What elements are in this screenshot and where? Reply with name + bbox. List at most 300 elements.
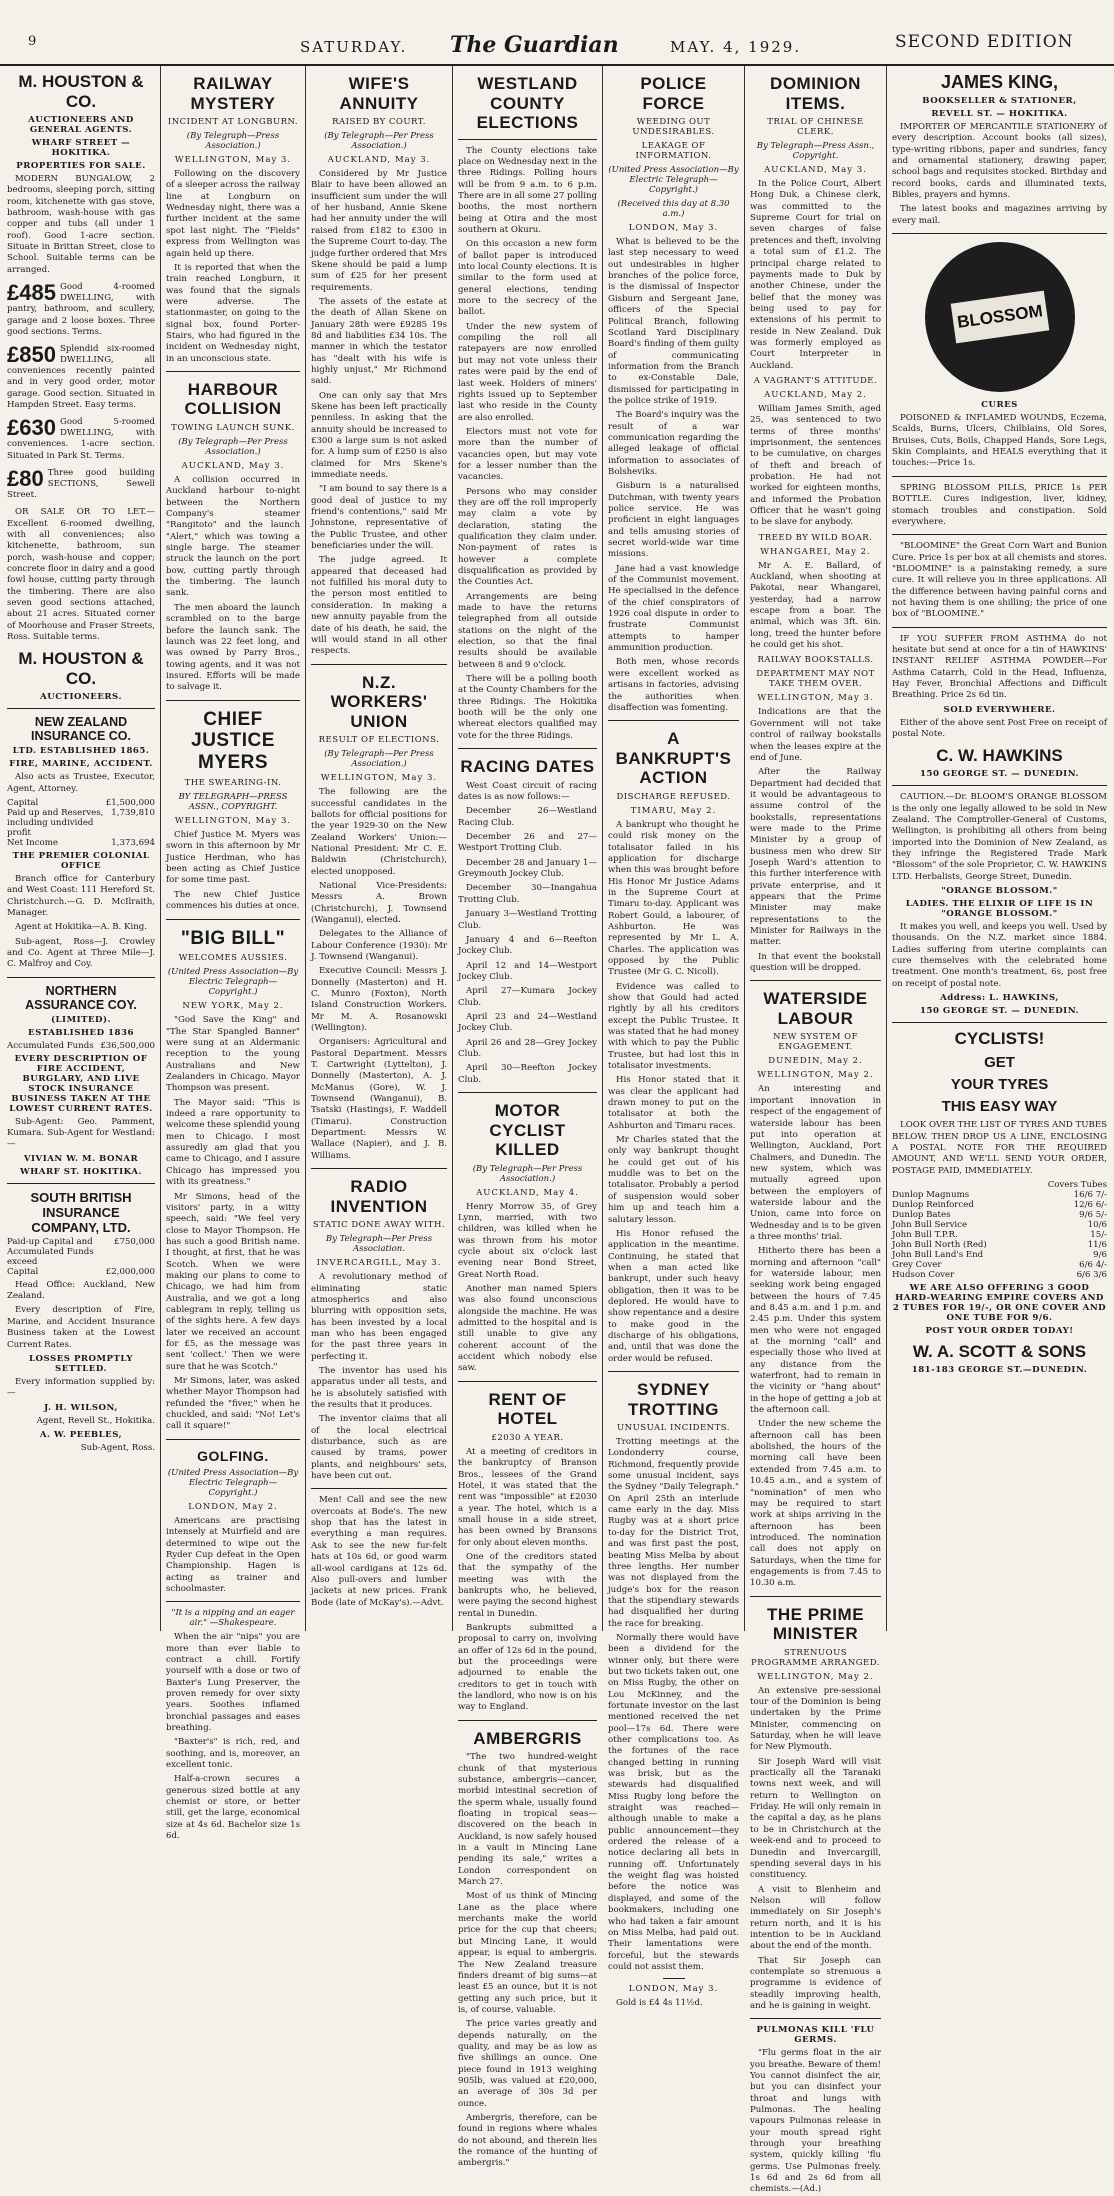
- tyre-row: [892, 1190, 1107, 1200]
- hawkins-address-2: Address: L. HAWKINS,: [940, 993, 1059, 1004]
- ambergris-headline: AMBERGRIS: [473, 1728, 582, 1748]
- racing-headline: RACING DATES: [460, 757, 595, 777]
- big-bill-telegraph: (United Press Association—By Electric Telegraph—Copyright.): [167, 967, 299, 998]
- sbi-losses: LOSSES PROMPTLY SETTLED.: [28, 1353, 134, 1374]
- harbour-headline: HARBOUR COLLISION: [184, 379, 282, 419]
- tyre-row: [892, 1220, 1107, 1230]
- tyre-cover-price: 15/-: [1090, 1229, 1107, 1240]
- tyre-row: [892, 1210, 1107, 1220]
- houston-role: AUCTIONEERS.: [40, 692, 122, 703]
- blossom-cures: CURES: [981, 400, 1018, 411]
- county-elections-paragraph: Persons who may consider they are off the roll improperly may claim a vote by declaration, stating the qualification they claim under. Non-payment of rates is however a complete disqualification as provided by the Counties Act.: [458, 486, 597, 588]
- dominion-dateline: WHANGAREI, May 2.: [760, 546, 871, 557]
- divider: [608, 720, 739, 721]
- caution-paragraph: CAUTION.—Dr. BLOOM'S ORANGE BLOSSOM is the only one legally allowed to be sold in New Zealand. The Comptroller-General of Customs, Wellington, is prohibiting all others from being imported into the Dominion of New Zealand, as they infringe the Registered Trade Mark "Blossom" of the sole Proprietor, C. W. HAWKINS LTD. Herbalists, George Street, Dunedin.: [892, 792, 1107, 882]
- tyre-cover-price: 9/6: [1093, 1249, 1107, 1260]
- big-bill-subhead: WELCOMES AUSSIES.: [178, 953, 288, 964]
- figure-label: Accumulated Funds: [7, 1040, 94, 1051]
- county-elections-headline: WESTLAND COUNTY ELECTIONS: [476, 74, 579, 133]
- police-paragraph: Jane had a vast knowledge of the Communist movement. He specialised in the defence of the chief conspirators of 1926 coal dispute in order to frustrate Communist attempts to hamper ammunition production.: [608, 563, 739, 654]
- tyre-name: Hudson Cover: [892, 1269, 955, 1280]
- big-bill-paragraph: The Mayor said: "This is indeed a rare opportunity to welcome these splendid young men to Chicago. I most assuredly am glad that you came to Chicago, and I assure Chicago has impressed you with its greatness.": [166, 1097, 300, 1188]
- tyre-cover-price: 11/6: [1087, 1239, 1107, 1250]
- ambergris-paragraph: Ambergris, therefore, can be found in regions where whales do not abound, and therein lies the romance of the hunting of ambergris.": [458, 2112, 597, 2169]
- divider: [892, 627, 1107, 628]
- blossom-logo: [925, 242, 1075, 392]
- dominion-paragraph: William James Smith, aged 25, was sentenced to two terms of three months' imprisonment, the sentences to be cumulative, on charges of theft and breach of probation. He had not worked for eighteen months, and informed the Probation Officer that he wasn't going to be slave for anybody.: [750, 403, 881, 528]
- prime-minister-paragraph: Sir Joseph Ward will visit practically all the Taranaki towns next week, and will return to Wellington on Friday. He will only remain in the capital a day, as he plans to be in Christchurch at the week-end and to proceed to Dunedin and Invercargill, spending several days in his constituency.: [750, 1756, 881, 1881]
- tyre-table-header: [892, 1180, 1107, 1190]
- northern-ltd: (LIMITED).: [50, 1014, 112, 1025]
- rent-hotel-subhead: £2030 A YEAR.: [491, 1432, 564, 1443]
- blossom-paragraph: POISONED & INFLAMED WOUNDS, Eczema, Scalds, Burns, Ulcers, Chilblains, Old Sores, Bruises, Cuts, Boils, Chapped Hands, Sore Legs, Skin Complaints, and HEALS everything that it touches:—Price 1s.: [892, 413, 1107, 469]
- tyre-row: [892, 1230, 1107, 1240]
- divider: [7, 708, 155, 709]
- column-2: [161, 66, 305, 1842]
- workers-union-paragraph: Organisers: Agricultural and Pastoral Department. Messrs T. Cartwright (Lyttelton), J. Donnelly (Masterton), A. J. McManus (Gore), W. J. Townsend (Wanganui), B. Tsatski (Hastings), F. Waddell (Timaru). Construction Department: Messrs W. Wallace (Napier), and J. B. Williams.: [311, 1037, 447, 1161]
- property-listing: [7, 465, 155, 502]
- hawkins-name: C. W. HAWKINS: [936, 746, 1063, 766]
- divider: [166, 919, 300, 920]
- prime-minister-paragraph: A visit to Blenheim and Nelson will follow immediately on Sir Joseph's return north, and it is his intention to be in Auckland about the end of the month.: [750, 1884, 881, 1952]
- annuity-paragraph: "I am bound to say there is a good deal of justice to my friend's contentions," said Mr Johnstone, representative of the Public Trustee, and other beneficiaries under the will.: [311, 484, 447, 552]
- golfing-paragraph: Americans are practising intensely at Muirfield and are determined to wipe out the Ryder Cup defeat in the Open Championship. Hagen is acting as trainer and schoolmaster.: [166, 1515, 300, 1594]
- dominion-paragraph: In that event the bookstall question will be dropped.: [750, 951, 881, 974]
- harbour-paragraph: A collision occurred in Auckland harbour to-night between the Northern Company's steamer "Rangitoto" and the launch "Alert," which was towing a single barge. The steamer struck the launch on the port bow, cutting partly through the timbering. The launch sank.: [166, 475, 300, 599]
- racing-paragraph: West Coast circuit of racing dates is as now follows:—: [458, 780, 597, 803]
- dominion-paragraph: After the Railway Department had decided that it would be advantageous to assume control of the bookstalls, representations were made to the Prime Minister by a group of business men who drew Sir Joseph Ward's attention to this further interference with private enterprise, and it appears that the Prime Minister may make representations to the Minister for Railways in the matter.: [750, 767, 881, 948]
- nz-insurance-text: Also acts as Trustee, Executor, Agent, Attorney.: [7, 772, 155, 794]
- dominion-subhead: TREED BY WILD BOAR.: [758, 532, 873, 543]
- column-3: [306, 66, 452, 1631]
- workers-union-paragraph: The following are the successful candidates in the ballots for official positions for the year 1929-30 on the New Zealand Workers' Union:—National President: Mr C. E. Baldwin (Christchurch), elected unopposed.: [311, 787, 447, 877]
- dominion-subhead: DEPARTMENT MAY NOT TAKE THEM OVER.: [756, 669, 875, 690]
- post-order-today: POST YOUR ORDER TODAY!: [925, 1325, 1074, 1336]
- houston-name: M. HOUSTON & CO.: [18, 72, 144, 111]
- houston-role: AUCTIONEERS AND GENERAL AGENTS.: [28, 115, 134, 135]
- dominion-subhead: TRIAL OF CHINESE CLERK.: [767, 117, 864, 138]
- annuity-paragraph: The judge agreed. It appeared that deceased had not fulfilled his moral duty to the person most entitled to consideration. In making a new annuity payable from the date of his death, he said, the will would stand in all other respects.: [311, 555, 447, 657]
- orange-blossom-title: "ORANGE BLOSSOM.": [941, 886, 1058, 897]
- motor-cyclist-paragraph: Another man named Spiers was also found unconscious alongside the machine. He was admitted to the hospital and is still unable to give any coherent account of the accident which nobody else saw.: [458, 1284, 597, 1374]
- northern-figure: [7, 1041, 155, 1051]
- county-elections-paragraph: On this occasion a new form of ballot paper is introduced into local County elections. It is similar to the form used at general elections, tending more to the secrecy of the ballot.: [458, 239, 597, 318]
- tyre-row: [892, 1260, 1107, 1270]
- workers-union-paragraph: National Vice-Presidents: Messrs A. Brown (Christchurch), J. Townsend (Wanganui), elected.: [311, 880, 447, 925]
- cyclists-paragraph: LOOK OVER THE LIST OF TYRES AND TUBES BELOW. THEN DROP US A LINE, ENCLOSING A POSTAL NOTE FOR THE REQUIRED AMOUNT, AND WE'LL SEND YOUR ORDER, POSTAGE PAID, IMMEDIATELY.: [892, 1120, 1107, 1176]
- nz-insurance-figure: [7, 808, 155, 838]
- masthead: [0, 30, 1114, 66]
- racing-date: January 4 and 6—Reefton Jockey Club.: [458, 934, 597, 957]
- divider: [166, 1439, 300, 1440]
- tyre-name: Dunlop Bates: [892, 1209, 951, 1220]
- figure-label: Capital: [7, 1266, 39, 1277]
- tyre-name: John Bull Service: [892, 1219, 968, 1230]
- rent-hotel-paragraph: One of the creditors stated that the sympathy of the meeting was with the bankrupts who, he believed, were paying the second highest rental in Dunedin.: [458, 1551, 597, 1619]
- scott-sons-address: 181-183 GEORGE ST.—DUNEDIN.: [911, 1364, 1088, 1375]
- property-text: Splendid six-roomed DWELLING, all conveniences recently painted and in very good order, motor garage. Good section. Situated in Hampden Street. Easy terms.: [7, 343, 155, 410]
- waterside-paragraph: An interesting and important innovation in respect of the engagement of waterside labour has been put into operation at Wellington, Auckland, Port Chalmers, and Dunedin. The new system, which was mutually agreed upon between the employers of waterside labour and the Union, came into force on Wednesday and is to be given a three months' trial.: [750, 1084, 881, 1242]
- golfing-paragraph: "Baxter's" is rich, red, and soothing, and is, moreover, an excellent tonic.: [166, 1737, 300, 1770]
- masthead-title: The Guardian: [450, 32, 619, 58]
- northern-desc: EVERY DESCRIPTION OF FIRE ACCIDENT, BURGLARY, AND LIVE STOCK INSURANCE BUSINESS TAKEN AT THE LOWEST CURRENT RATES.: [9, 1053, 153, 1114]
- racing-date: December 30—Inangahua Trotting Club.: [458, 883, 597, 905]
- sbi-office: Head Office: Auckland, New Zealand.: [7, 1279, 155, 1302]
- racing-date: April 23 and 24—Westland Jockey Club.: [458, 1011, 597, 1034]
- workers-union-telegraph: (By Telegraph—Per Press Association.): [324, 749, 434, 770]
- dominion-telegraph: By Telegraph—Press Assn., Copyright.: [756, 141, 875, 162]
- figure-value: 1,373,694: [111, 838, 155, 848]
- county-elections-paragraph: The County elections take place on Wednesday next in the three Ridings. Polling hours will be from 9 a.m. to 6 p.m. There are in all some 27 polling booths, the most northern being at Otira and the most southern at Okuru.: [458, 145, 597, 236]
- dominion-paragraph: Indications are that the Government will not take control of railway bookstalls when the leases expire at the end of June.: [750, 707, 881, 763]
- chief-justice-paragraph: The new Chief Justice commences his duties at once.: [166, 889, 300, 912]
- sbi-wilson-role: Agent, Revell St., Hokitika.: [36, 1415, 155, 1426]
- police-received: (Received this day at 8.30 a.m.): [617, 199, 730, 220]
- tyre-tube-price: 3/6: [1093, 1269, 1107, 1280]
- annuity-telegraph: (By Telegraph—Per Press Association.): [324, 131, 434, 152]
- racing-date: December 26—Westland Racing Club.: [458, 806, 597, 828]
- waterside-headline: WATERSIDE LABOUR: [763, 989, 868, 1028]
- northern-agent: Sub-Agent: Geo. Pamment, Kumara. Sub-Agent for Westland:—: [7, 1116, 155, 1150]
- dominion-paragraph: Mr A. E. Ballard, of Auckland, when shooting at Pakotai, near Whangarei, yesterday, had a narrow escape from a boar. The animal, which was 3ft. 6in. long, treed the hunter before he could get his shot.: [750, 560, 881, 651]
- big-bill-dateline: NEW YORK, May 2.: [182, 1001, 284, 1012]
- big-bill-paragraph: "God Save the King" and "The Star Spangled Banner" were sung at an Aldermanic reception to the young Australians and New Zealanders in Chicago. Mayor Thompson was present.: [166, 1015, 300, 1094]
- nz-insurance-name: NEW ZEALAND INSURANCE CO.: [30, 715, 131, 744]
- tyre-cover-price: 9/6: [1079, 1209, 1093, 1220]
- golfing-headline: GOLFING.: [197, 1447, 269, 1464]
- column-6: [745, 66, 886, 2195]
- racing-date: April 26 and 28—Grey Jockey Club.: [458, 1037, 597, 1059]
- property-listing: [7, 414, 155, 462]
- figure-label: Paid-up Capital and Accumulated Funds exceed: [7, 1236, 94, 1267]
- divider: [7, 1183, 155, 1184]
- ladies-title: LADIES. THE ELIXIR OF LIFE IS IN "ORANGE BLOSSOM.": [905, 899, 1094, 920]
- sbi-wilson: J. H. WILSON,: [44, 1402, 118, 1413]
- motor-cyclist-paragraph: Henry Morrow 35, of Grey Lynn, married, with two children, was killed when he was thrown from his motor cycle about six o'clock last evening near Bond Street, Great North Road.: [458, 1201, 597, 1280]
- dominion-headline: DOMINION ITEMS.: [770, 74, 861, 113]
- golfing-dateline: LONDON, May 2.: [188, 1501, 278, 1512]
- tyre-row: [892, 1270, 1107, 1280]
- golfing-quote: "It is a nipping and an eager air." —Shakespeare.: [171, 1608, 295, 1629]
- gold-dateline: LONDON, May 3.: [628, 1984, 719, 1995]
- workers-union-paragraph: Executive Council: Messrs J. Donnelly (Masterton) and H. C. Munro (Foxton), North Island Construction Workers. Mr M. A. Rosanowski (Wellington).: [311, 966, 447, 1034]
- figure-value: £36,500,000: [100, 1040, 155, 1051]
- column-1: [2, 66, 160, 1631]
- county-elections-paragraph: There will be a polling booth at the County Chambers for the three Ridings. The Hokitika booth will be the only one whereat electors qualified may vote for the three Ridings.: [458, 674, 597, 741]
- property-listing: [7, 282, 155, 338]
- tyre-tube-price: 5/-: [1095, 1209, 1107, 1220]
- racing-date: April 30—Reefton Jockey Club.: [458, 1063, 597, 1085]
- trotting-headline: SYDNEY TROTTING: [628, 1379, 719, 1419]
- prime-minister-paragraph: That Sir Joseph can contemplate so strenuous a programme is evidence of steadily improving health, and he is gaining in weight.: [750, 1955, 881, 2011]
- divider: [458, 1720, 597, 1721]
- tyre-name: Dunlop Reinforced: [892, 1199, 974, 1210]
- divider: [166, 700, 300, 701]
- asthma-paragraph: IF YOU SUFFER FROM ASTHMA do not hesitate but send at once for a tin of HAWKINS' INSTANT RELIEF ASTHMA POWDER—For Asthma Catarrh, Cold in the Head, Influenza, Hay Fever, Bronchial Affections and Difficult Breathing. Price 2s 6d tin.: [892, 633, 1107, 701]
- bankrupt-dateline: TIMARU, May 2.: [630, 805, 717, 816]
- police-dateline: LONDON, May 3.: [628, 223, 719, 234]
- james-king-role: BOOKSELLER & STATIONER,: [922, 96, 1077, 106]
- radio-paragraph: The inventor has used his apparatus under all tests, and he is absolutely satisfied with the results that it produces.: [311, 1366, 447, 1411]
- rent-hotel-paragraph: Bankrupts submitted a proposal to carry on, involving an offer of 12s 6d in the pound, but the proceedings were adjourned to enable the creditors to get in touch with the landlord, who now is on his way to England.: [458, 1623, 597, 1713]
- motor-cyclist-telegraph: (By Telegraph—Per Press Association.): [472, 1163, 583, 1184]
- bankrupt-headline: A BANKRUPT'S ACTION: [615, 729, 732, 788]
- chief-justice-telegraph: BY TELEGRAPH—PRESS ASSN., COPYRIGHT.: [178, 792, 288, 813]
- property-listing: [7, 341, 155, 411]
- cyclists-easy: THIS EASY WAY: [941, 1098, 1058, 1116]
- divider: [166, 1601, 300, 1602]
- trotting-paragraph: Normally there would have been a dividend for the winner only, but there were but two tickets taken out, one on Miss Rugby, the other on Lou McKinney, and the fortunate investor on the last mentioned received the net pool—17s 6d. There were other complications too. As the fortunes of the race changed betting in running was brisk, but as the stewards had disqualified Miss Rugby long before the straight was reached—although unable to make a public announcement—they ordered the release of a notice declaring all bets in running off. Unfortunately the weight flag was hoisted before the notice was displayed, and some of the bookmakers, including one who had taken a fair amount on Miss Melba, had paid out. Their lamentations were forceful, but the stewards could not assist them.: [608, 1632, 739, 1972]
- waterside-subhead: NEW SYSTEM OF ENGAGEMENT.: [773, 1032, 858, 1053]
- gold-price: Gold is £4 4s 11½d.: [616, 1998, 703, 2009]
- tyre-cover-price: 6/6: [1079, 1259, 1093, 1270]
- pulmonas-headline: PULMONAS KILL 'FLU GERMS.: [756, 2025, 875, 2046]
- northern-vivian: VIVIAN W. M. BONAR: [23, 1153, 139, 1164]
- houston-name: M. HOUSTON & CO.: [18, 649, 144, 689]
- divider: [892, 785, 1107, 786]
- annuity-paragraph: The assets of the estate at the death of Allan Skene on January 28th were £9285 19s 8d and liabilities £34 10s. The manner in which the testator has "dealt with his wife is highly unjust," Mr Richmond said.: [311, 296, 447, 387]
- annuity-paragraph: One can only say that Mrs Skene has been left practically penniless. In asking that the annuity should be increased to £300 a large sum is not asked for. A lump sum of £250 is also claimed for Mrs Skene's immediate needs.: [311, 390, 447, 481]
- figure-value: £750,000: [113, 1236, 155, 1247]
- chief-justice-subhead: THE SWEARING-IN.: [184, 778, 282, 789]
- motor-cyclist-dateline: AUCKLAND, May 4.: [476, 1187, 579, 1198]
- sbi-figure: [7, 1237, 155, 1267]
- property-listing: MODERN BUNGALOW, 2 bedrooms, sleeping porch, sitting room, kitchenette with gas stove, bathroom, wash-house with gas copper and tubs (all under 1 roof). Good 1-acre section. Situate in Brittan Street, close to School. Suitable terms can be arranged.: [7, 174, 155, 275]
- bankrupt-paragraph: A bankrupt who thought he could risk money on the totalisator failed in his application for discharge when this was brought before His Honor Mr Justice Adams in the Supreme Court at Timaru to-day. Applicant was Robert Gould, a labourer, of Ashburton. He was represented by Mr L. A. Charles. The application was opposed by the Public Trustee (Mr G. C. Nicoll).: [608, 819, 739, 978]
- radio-subhead: STATIC DONE AWAY WITH.: [312, 1220, 446, 1231]
- scott-sons-name: W. A. SCOTT & SONS: [912, 1341, 1087, 1361]
- racing-date: January 3—Westland Trotting Club.: [458, 909, 597, 931]
- bankrupt-paragraph: Mr Charles stated that the only way bankrupt thought he could get out of his muddle was to bet on the totalisator. Probably a period of suspension would sober him up and teach him a salutary lesson.: [608, 1135, 739, 1225]
- workers-union-dateline: WELLINGTON, May 3.: [320, 773, 438, 784]
- property-price: £80: [7, 465, 44, 491]
- figure-value: £2,000,000: [105, 1266, 155, 1277]
- divider: [7, 977, 155, 978]
- railway-paragraph: Following on the discovery of a sleeper across the railway line at Longburn on Wednesday night, there was a further incident at the same spot last night. The "Fields" express from Wellington was again held up there.: [166, 169, 300, 259]
- tyre-row: [892, 1200, 1107, 1210]
- james-king-paragraph: The latest books and magazines arriving by every mail.: [892, 204, 1107, 226]
- james-king-paragraph: IMPORTER OF MERCANTILE STATIONERY of every description. Account books (all sizes), type-writing ribbons, paper and sundries, fancy and ornamental stationery, drawing paper, school bags and requisites stocked. Birthday and record books, cards and illuminated texts, Bibles, prayers and hymns.: [892, 122, 1107, 201]
- divider: [458, 1092, 597, 1093]
- tyre-cover-price: 12/6: [1073, 1199, 1093, 1210]
- bankrupt-subhead: DISCHARGE REFUSED.: [616, 791, 731, 802]
- tyre-cover-price: 16/6: [1073, 1189, 1093, 1200]
- trotting-paragraph: Trotting meetings at the Londonderry course, Richmond, frequently provide some unusual incident, says the Sydney "Daily Telegraph." On April 25th an interlude came early in the day. Miss Rugby was at a short price to-day for the District Trot, and was first past the post, beating Miss Melba by about three lengths. Her number was not displayed from the judge's box for the reason that the stipendiary stewards had disqualified her during the race for breaking.: [608, 1437, 739, 1629]
- workers-union-subhead: RESULT OF ELECTIONS.: [318, 735, 440, 746]
- golfing-telegraph: (United Press Association—By Electric Telegraph—Copyright.): [167, 1467, 299, 1498]
- waterside-paragraph: Hitherto there has been a morning and afternoon "call" for waterside labour, men seeking work being engaged between the hours of 7.45 and 8.45 a.m. and 1 p.m. and 2.45 p.m. Under this system men who were not engaged at the morning "call" and especially those who lived at any distance from the waterfront, had to remain in the vicinity or "hang about" in the hope of getting a job at the afternoon call.: [750, 1246, 881, 1416]
- tyre-table-columns: Covers Tubes: [1047, 1179, 1107, 1190]
- northern-address: WHARF ST. HOKITIKA.: [20, 1166, 142, 1177]
- northern-name: NORTHERN ASSURANCE COY.: [25, 983, 137, 1012]
- ambergris-paragraph: Most of us think of Mincing Lane as the place where merchants make the world price for the cup that cheers; but Mincing Lane, it would appear, is equal to ambergris. The New Zealand treasure finders dreamt of big sums—at least £5 an ounce, but it is not getting any such price, but it is, of course, valuable.: [458, 1891, 597, 2015]
- waterside-paragraph: Under the new scheme the afternoon call has been abolished, the hours of the morning call have been extended from 7.45 a.m. to 10.45 a.m., and a system of "nomination" of men who may be required to start work at ships arriving in the afternoon has been introduced. The nomination call does not apply on Saturdays, when the time for engagements is from 7.45 to 10.30 a.m.: [750, 1419, 881, 1589]
- bloomine-paragraph: "BLOOMINE" the Great Corn Wart and Bunion Cure. Price 1s per box at all chemists and stores. "BLOOMINE" is a painstaking remedy, a sure cure. It will relieve you in three applications. All the difference between having painful corns and not having them is one shilling; the price of one box of "BLOOMINE.": [892, 541, 1107, 620]
- workers-union-headline: N.Z. WORKERS' UNION: [330, 672, 428, 731]
- annuity-subhead: RAISED BY COURT.: [332, 117, 426, 128]
- motor-cyclist-headline: MOTOR CYCLIST KILLED: [489, 1100, 566, 1160]
- annuity-headline: WIFE'S ANNUITY: [339, 74, 419, 113]
- property-price: £850: [7, 341, 56, 367]
- property-text: Good 5-roomed DWELLING, with conveniences. 1-acre section. Situated in Park St. Terms.: [7, 416, 155, 461]
- big-bill-paragraph: Mr Simons, head of the visitors' party, in a witty speech, said: "We feel very close to Mayor Thompson. He has such a good British name. I thought, at first, that he was Scotch. When we were making our plans to come to Chicago, we had him from Australia, and we got a long cablegram in reply, telling us of the sights here. A few days later we received an account for £5, as the message was sent 'collect.' Then we were sure that he was Scotch.": [166, 1191, 300, 1372]
- railway-subhead: INCIDENT AT LONGBURN.: [167, 117, 299, 128]
- police-paragraph: Both men, whose records were excellent worked as artisans in factories, advising the authorities when disaffection was fomenting.: [608, 657, 739, 713]
- trotting-subhead: UNUSUAL INCIDENTS.: [617, 1423, 730, 1434]
- cyclists-get: GET: [984, 1054, 1015, 1072]
- rent-hotel-headline: RENT OF HOTEL: [488, 1389, 567, 1429]
- radio-telegraph: By Telegraph—Per Press Association.: [325, 1234, 433, 1255]
- divider: [458, 1381, 597, 1382]
- dominion-dateline: AUCKLAND, May 2.: [764, 389, 867, 400]
- divider: [166, 371, 300, 372]
- dominion-paragraph: In the Police Court, Albert Hong Duk, a Chinese clerk, was committed to the Supreme Court for trial on seven charges of false pretences and theft, involving a total sum of £1.2. The principal charge related to payments made to Duk by another Chinese, under the belief that the money was being used to pay for extensions of his permit to reside in New Zealand. Duk was formerly employed as Court Interpreter in Auckland.: [750, 179, 881, 371]
- prime-minister-headline: THE PRIME MINISTER: [766, 1604, 865, 1644]
- james-king-address: REVELL ST. — HOKITIKA.: [931, 109, 1068, 119]
- police-subhead: LEAKAGE OF INFORMATION.: [635, 141, 712, 162]
- dominion-dateline: WELLINGTON, May 3.: [757, 693, 874, 704]
- property-price: £630: [7, 414, 56, 440]
- south-british-name: SOUTH BRITISH INSURANCE COMPANY, LTD.: [30, 1189, 132, 1235]
- nz-insurance-est: LTD. ESTABLISHED 1865.: [12, 746, 150, 757]
- rent-hotel-paragraph: At a meeting of creditors in the bankruptcy of Branson Bros., lessees of the Grand Hotel, it was stated that the rent was "impossible" at £2030 a year. The hotel, which is a small house in a side street, has been owned by Bransons for only about eleven months.: [458, 1446, 597, 1548]
- tyre-name: John Bull Land's End: [892, 1249, 984, 1260]
- page-number: 9: [28, 34, 37, 49]
- harbour-telegraph: (By Telegraph—Per Press Association.): [178, 437, 288, 458]
- houston-address: WHARF STREET — HOKITIKA.: [31, 138, 131, 158]
- masthead-edition: SECOND EDITION: [895, 32, 1074, 52]
- bankrupt-paragraph: Evidence was called to show that Gould had acted rightly by all his creditors except the Public Trustee. It was stated that he had money with which to pay the Public Trustee, but had lost this in totalisator investments.: [608, 981, 739, 1072]
- golfing-paragraph: Half-a-crown secures a generous sized bottle at any chemist or store, or better still, get the large, economical size at 4s 6d. Bachelor size 1s 6d.: [166, 1774, 300, 1842]
- railway-telegraph: (By Telegraph—Press Association.): [186, 131, 280, 152]
- golfing-paragraph: When the air "nips" you are more than ever liable to contract a chill. Fortify yourself with a dose or two of Baxter's Lung Preserver, the proven remedy for over sixty years. Soothes inflamed bronchial passages and eases breathing.: [166, 1632, 300, 1733]
- railway-paragraph: It is reported that when the train reached Longburn, it was found that the signals were adverse. The stationmaster, on going to the signal box, found Porter-Stairs, who had figured in the incident on Wednesday night, in an unconscious state.: [166, 262, 300, 364]
- police-paragraph: Gisburn is a naturalised Dutchman, with twenty years police service. He was proficient in eight languages and tells amusing stories of secret world-wide war time missions.: [608, 481, 739, 560]
- divider: [892, 476, 1107, 477]
- sold-everywhere: SOLD EVERYWHERE.: [943, 704, 1056, 715]
- radio-dateline: INVERCARGILL, May 3.: [316, 1258, 442, 1269]
- railway-headline: RAILWAY MYSTERY: [190, 74, 276, 113]
- county-elections-paragraph: Arrangements are being made to have the returns telegraphed from all outside stations on the night of the election, so that the final results should be available between 8 and 9 o'clock.: [458, 591, 597, 670]
- railway-dateline: WELLINGTON, May 3.: [174, 155, 292, 166]
- hawkins-address-3: 150 GEORGE ST. — DUNEDIN.: [919, 1006, 1079, 1017]
- divider: [892, 534, 1107, 535]
- sbi-peebles: A. W. PEEBLES,: [39, 1429, 123, 1440]
- divider: [311, 1168, 447, 1169]
- chief-justice-dateline: WELLINGTON, May 3.: [174, 816, 292, 827]
- column-5: [603, 66, 744, 2009]
- property-listing: OR SALE OR TO LET.—Excellent 6-roomed dwelling, with all conveniences; also kitchenette, bathroom, sun porch, wash-house and copper; concrete floor in dairy and a good fowl house, cutting party through the timbering. There are also seven good sections attached, about 21 acres. Situated corner of Moorhouse and Fraser Streets, Ross. Suitable terms.: [7, 507, 155, 642]
- racing-date: December 26 and 27—Westport Trotting Club.: [458, 832, 597, 854]
- tyre-tube-price: 7/-: [1095, 1189, 1107, 1200]
- dominion-dateline: AUCKLAND, May 3.: [764, 165, 867, 176]
- figure-value: 1,739,810: [111, 808, 155, 818]
- harbour-dateline: AUCKLAND, May 3.: [181, 461, 285, 472]
- blossom-logo-text: BLOSSOM: [950, 291, 1049, 344]
- properties-heading: PROPERTIES FOR SALE.: [16, 161, 146, 171]
- tyre-name: John Bull North (Red): [892, 1239, 987, 1250]
- tyre-name: John Bull T.P.R.: [892, 1229, 958, 1240]
- prime-minister-dateline: WELLINGTON, May 2.: [757, 1671, 874, 1682]
- radio-paragraph: The inventor claims that all of the local electrical disturbance, such as are caused by trams, power plants, and neighbours' sets, have been cut out.: [311, 1414, 447, 1482]
- sbi-peebles-role: Sub-Agent, Ross.: [80, 1442, 155, 1453]
- cyclists-tyres: YOUR TYRES: [950, 1076, 1049, 1094]
- divider: [608, 1371, 739, 1372]
- nz-insurance-premier: THE PREMIER COLONIAL OFFICE: [12, 851, 150, 871]
- bankrupt-paragraph: His Honor refused the application in the meantime. Continuing, he stated that when a man acted like bankrupt, under such heavy obligation, then it was to be deplored. He would have to show repentance and a desire to make good in the discharge of his obligations, and, until that was done the order would be refused.: [608, 1228, 739, 1364]
- divider: [458, 139, 597, 140]
- big-bill-headline: "BIG BILL": [180, 927, 286, 949]
- waterside-dateline: DUNEDIN, May 2.: [768, 1056, 863, 1067]
- figure-label: Net Income: [7, 838, 58, 848]
- column-4: [453, 66, 602, 2169]
- bankrupt-paragraph: His Honor stated that it was clear the applicant had drawn money to put on the totalisator at both the Ashburton and Timaru races.: [608, 1075, 739, 1131]
- tyre-cover-price: 10/6: [1087, 1219, 1107, 1230]
- cyclists-title: CYCLISTS!: [954, 1029, 1045, 1049]
- figure-label: Capital: [7, 798, 39, 808]
- divider: [311, 664, 447, 665]
- ambergris-paragraph: "The two hundred-weight chunk of that mysterious substance, ambergris—cancer, morbid intestinal secretion of the sperm whale, usually found floating in tropical seas—discovered on the beach in Auckland, is now safely housed in a vault in Mincing Lane pending its sale," writes a London correspondent on March 27.: [458, 1752, 597, 1888]
- pulmonas-paragraph: "Flu germs float in the air you breathe. Beware of them! You cannot disinfect the air, but you can disinfect your throat and lungs with Pulmonas. The healing vapours Pulmonas release in your mouth spread right through your breathing system, quickly killing 'flu germs. Use Pulmonas freely. 1s 6d and 2s 6d from all chemists.—(Ad.): [750, 2048, 881, 2195]
- tyre-name: Grey Cover: [892, 1259, 942, 1270]
- tyre-tube-price: 6/-: [1095, 1199, 1107, 1210]
- masthead-date: MAY. 4, 1929.: [670, 38, 802, 56]
- divider: [892, 233, 1107, 234]
- nz-insurance-figure: [7, 838, 155, 848]
- column-7: [887, 66, 1112, 1631]
- nz-insurance-figure: [7, 798, 155, 808]
- divider: [311, 1488, 447, 1489]
- tyre-cover-price: 6/6: [1076, 1269, 1091, 1280]
- workers-union-paragraph: Delegates to the Alliance of Labour Conference (1930): Mr J. Townsend (Wanganui).: [311, 929, 447, 962]
- divider: [663, 1978, 685, 1979]
- annuity-dateline: AUCKLAND, May 3.: [327, 155, 431, 166]
- harbour-paragraph: The men aboard the launch scrambled on to the barge before the launch sank. The launch was 22 feet long, and was owned by Parry Bros., towing agents, and it was not insured. Efforts will be made to salvage it.: [166, 602, 300, 693]
- annuity-paragraph: Considered by Mr Justice Blair to have been allowed an insufficient sum under the will of her husband, Annie Skene had her annuity under the will raised from £182 to £300 in the Supreme Court to-day. The judge further ordered that Mrs Skene should be paid a lump sum of £25 for her present requirements.: [311, 169, 447, 293]
- prime-minister-subhead: STRENUOUS PROGRAMME ARRANGED.: [751, 1647, 880, 1668]
- blossom-paragraph: SPRING BLOSSOM PILLS, PRICE 1s PER BOTTLE. Cures indigestion, liver, kidney, stomach troubles and constipation. Sold everywhere.: [892, 482, 1107, 527]
- waterside-dateline: WELLINGTON, May 2.: [757, 1070, 874, 1081]
- divider: [458, 748, 597, 749]
- ladies-paragraph: It makes you well, and keeps you well. Used by thousands. On the N.Z. market since 1884. Ladies suffering from uterine complaints can cure themselves with the celebrated home treatment. One month's treatment, 6s, post free on receipt of postal note.: [892, 922, 1107, 989]
- dominion-subhead: A VAGRANT'S ATTITUDE.: [753, 375, 878, 386]
- tyre-row: [892, 1250, 1107, 1260]
- big-bill-paragraph: Mr Simons, later, was asked whether Mayor Thompson had refunded the "fiver," when he chuckled, and said: "No! Let's call it square!": [166, 1376, 300, 1432]
- post-free-note: Either of the above sent Post Free on receipt of postal Note.: [892, 717, 1108, 739]
- prime-minister-paragraph: An extensive pre-sessional tour of the Dominion is being undertaken by the Prime Minister, commencing on Saturday, when he will leave for New Plymouth.: [750, 1685, 881, 1753]
- tyre-name: Dunlop Magnums: [892, 1189, 970, 1200]
- police-paragraph: The Board's inquiry was the result of a war communication regarding the alleged leakage of official information to associates of Bolsheviks.: [608, 410, 739, 477]
- tyre-row: [892, 1240, 1107, 1250]
- tyre-table: [892, 1180, 1107, 1280]
- radio-headline: RADIO INVENTION: [330, 1177, 428, 1216]
- police-paragraph: What is believed to be the last step necessary to weed out undesirables in higher branches of the police force, is the dismissal of Inspector Gisburn and Sergeant Jane, officers of the Special Political Branch, following Scotland Yard Disciplinary Board's finding of them guilty of communicating information from the Branch to ex-Constable Dale, dismissed for participating in the police strike of 1919.: [608, 237, 739, 406]
- divider: [892, 1022, 1107, 1023]
- divider: [750, 1596, 881, 1597]
- hawkins-address: 150 GEORGE ST. — DUNEDIN.: [919, 769, 1079, 780]
- county-elections-paragraph: Under the new system of compiling the roll all ratepayers are now enrolled but may not vote unless their rates were paid by the end of last week. Holders of miners' rights issued up to September last who reside in the County are also enrolled.: [458, 321, 597, 423]
- tyre-offer: WE ARE ALSO OFFERING 3 GOOD HARD-WEARING EMPIRE COVERS AND 2 TUBES FOR 19/-, OR ONE COVER AND ONE TUBE FOR 9/6.: [892, 1282, 1107, 1323]
- bode-advert: Men! Call and see the new overcoats at Bode's. The new shop that has the latest in everything a man requires. Ask to see the new fur-felt hats at 10s 6d, or good warm all-wool cardigans at 12s 6d. Also pull-overs and lumber jackets at new prices. Frank Bode (late of McKay's).—Advt.: [311, 1495, 447, 1608]
- dominion-subhead: RAILWAY BOOKSTALLS.: [757, 655, 874, 666]
- tyre-tube-price: 4/-: [1095, 1259, 1107, 1270]
- nz-insurance-agent: Agent at Hokitika—A. B. King.: [15, 922, 147, 933]
- racing-date: April 12 and 14—Westport Jockey Club.: [458, 960, 597, 982]
- nz-insurance-type: FIRE, MARINE, ACCIDENT.: [9, 759, 153, 770]
- divider: [750, 980, 881, 981]
- chief-justice-headline: CHIEF JUSTICE MYERS: [191, 708, 275, 774]
- nz-insurance-branch: Branch office for Canterbury and West Coast: 111 Hereford St. Christchurch.—G. D. McIlraith, Manager.: [7, 874, 155, 919]
